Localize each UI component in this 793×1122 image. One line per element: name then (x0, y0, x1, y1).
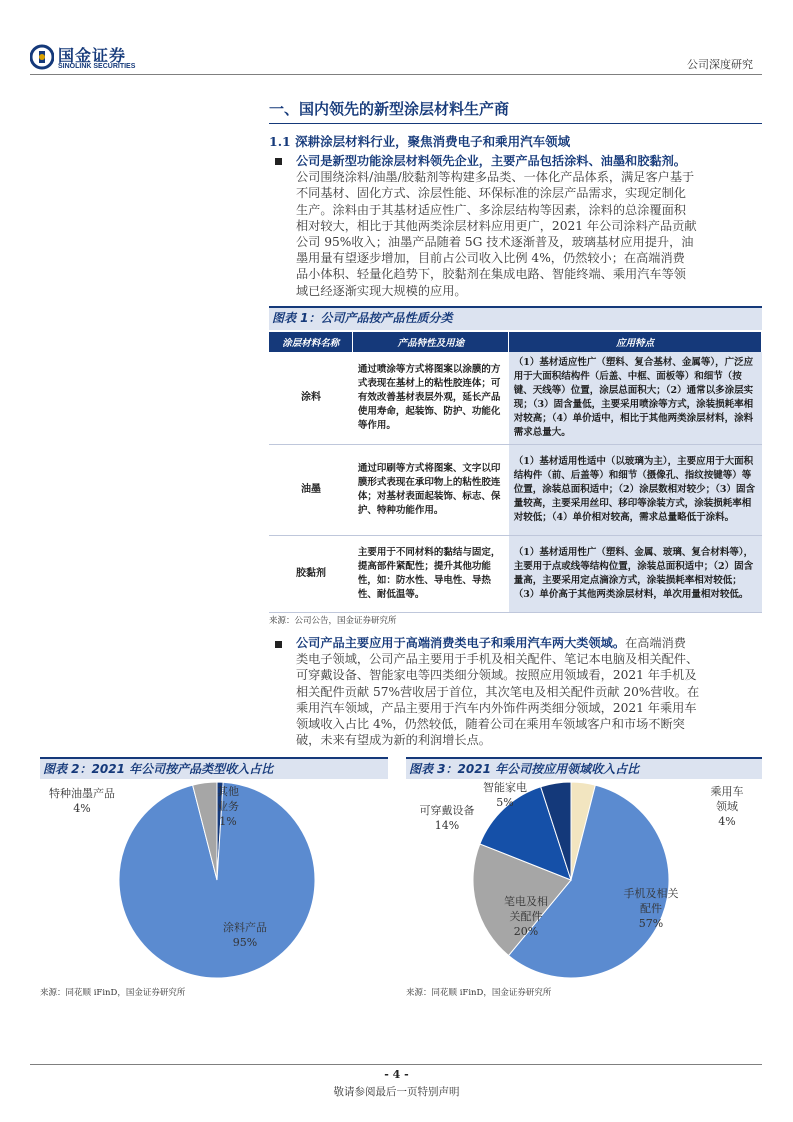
text-line: 乘用汽车领域，产品主要用于汽车内外饰件两类细分领域，2021 年乘用车 (296, 700, 697, 715)
table-header-cell: 产品特性及用途 (353, 332, 509, 352)
table-header-cell: 涂层材料名称 (269, 332, 353, 352)
pie-label-value: 95% (232, 936, 258, 949)
pie-label (497, 894, 555, 939)
text-line: 域已经逐渐实现大规模的应用。 (296, 283, 467, 298)
pie-label-text: 涂料产品 (223, 921, 267, 934)
product-table (269, 332, 762, 613)
text-line: 相对较大，相比于其他两类涂层材料应用更广，2021 年公司涂料产品贡献 (296, 218, 697, 233)
chart-3-source: 来源：同花顺 iFinD，国金证券研究所 (406, 988, 552, 998)
pie-label-text: 乘用车领域 (710, 785, 744, 813)
text-line: 破，未来有望成为新的利润增长点。 (296, 733, 491, 748)
pie-label-value: 20% (513, 925, 539, 938)
table-cell-name: 胶黏剂 (269, 536, 353, 613)
paragraph-2-lead: 公司产品主要应用于高端消费类电子和乘用汽车两大类领域。 (296, 636, 626, 650)
bullet-icon (275, 158, 282, 165)
text-line: 领域收入占比 4%，仍然较低，随着公司在乘用车领域客户和市场不断突 (296, 717, 685, 732)
text-line: 相关配件贡献 57%营收居于首位，其次笔电及相关配件贡献 20%营收。在 (296, 684, 700, 699)
table-title: 图表 1：公司产品按产品性质分类 (269, 306, 762, 330)
text-line: 墨用量有望逐步增加，目前占公司收入比例 4%，仍然较小；在高端消费 (296, 251, 685, 266)
table-cell-use: 通过印刷等方式将图案、文字以印膜形式表现在承印物上的粘性胶连体；对基材表面起装饰、标志、保护、特种功能作用。 (353, 445, 509, 536)
pie-label-text: 可穿戴设备 (419, 804, 475, 817)
table-cell-feature: （1）基材适用性广（塑料、金属、玻璃、复合材料等），主要用于点或线等结构位置，涂装总面积适中；（2）固含量高，主要采用定点滴涂方式，涂装损耗率相对较低；（3）单价高于其他两类涂层材料，单次用量相对较低。 (509, 536, 762, 613)
table-cell-use: 主要用于不同材料的黏结与固定，提高部件紧配性；提升其他功能性，如：防水性、导电性、导热性、耐低温等。 (353, 536, 509, 613)
pie-label (616, 886, 686, 931)
table-cell-feature: （1）基材适应性广（塑料、复合基材、金属等），广泛应用于大面积结构件（后盖、中框、面板等）和细节（按键、天线等）位置，涂层总面积大；（2）通常以多涂层实现；（3）固含量低，主要采用喷涂等方式，涂装损耗率相对较高；（4）单价适中，相比于其他两类涂层材料，涂料需求总量大。 (509, 352, 762, 445)
pie-label-text: 笔电及相关配件 (504, 895, 548, 923)
pie-label-value: 57% (638, 917, 664, 930)
logo-emblem-icon (30, 44, 54, 70)
pie-label-value: 4% (718, 815, 736, 828)
chart-2-title: 图表 2：2021 年公司按产品类型收入占比 (40, 757, 388, 779)
text-line: 生产。涂料由于其基材适应性广、多涂层结构等因素，涂料的总涂覆面积 (296, 202, 686, 217)
pie-label-text: 智能家电 (483, 781, 527, 794)
subsection-heading: 1.1 深耕涂层材料行业，聚焦消费电子和乘用汽车领域 (269, 134, 571, 149)
text-line: 类电子领域，公司产品主要用于手机及相关配件、笔记本电脑及相关配件、 (296, 652, 699, 667)
pie-label-value: 4% (73, 802, 91, 815)
pie-label-text: 其他业务 (217, 785, 239, 813)
table-row (269, 445, 762, 536)
text-line: 不同基材、固化方式、涂层性能、环保标准的涂层产品需求，实现定制化 (296, 186, 686, 201)
logo-text-cn: 国金证券 (58, 46, 127, 65)
pie-label-text: 特种油墨产品 (49, 787, 115, 800)
heading-rule (269, 123, 762, 124)
paragraph-2-lead-tail: 在高端消费 (625, 636, 686, 650)
table-row (269, 536, 762, 613)
text-line: 公司围绕涂料/油墨/胶黏剂等构建多品类、一体化产品体系，满足客户基于 (296, 170, 695, 185)
chart-3-title: 图表 3：2021 年公司按应用领域收入占比 (406, 757, 762, 779)
logo (30, 43, 145, 75)
footer-divider (30, 1064, 762, 1065)
table-row (269, 352, 762, 445)
text-line: 品小体积、轻量化趋势下，胶黏剂在集成电路、智能终端、乘用汽车等领 (296, 267, 686, 282)
logo-text-en: SINOLINK SECURITIES (58, 63, 136, 70)
page-number: - 4 - (384, 1068, 409, 1081)
bullet-icon (275, 641, 282, 648)
pie-label (412, 803, 482, 833)
pie-label (42, 786, 122, 816)
table-cell-name: 油墨 (269, 445, 353, 536)
text-line: 公司 95%收入；油墨产品随着 5G 技术逐渐普及，玻璃基材应用提升，油 (296, 235, 694, 250)
table-cell-feature: （1）基材适用性适中（以玻璃为主），主要应用于大面积结构件（前、后盖等）和细节（摄像孔、指纹按键等）等位置，涂装总面积适中；（2）涂层数相对较少；（3）固含量较高，主要采用丝印、移印等涂装方式，涂装损耗率相对较低；（4）单价相对较高，需求总量略低于涂料。 (509, 445, 762, 536)
pie-label-value: 1% (219, 815, 237, 828)
pie-label (205, 920, 285, 950)
doc-type: 公司深度研究 (687, 58, 753, 71)
paragraph-1-lead: 公司是新型功能涂层材料领先企业，主要产品包括涂料、油墨和胶黏剂。 (296, 154, 686, 168)
section-heading: 一、国内领先的新型涂层材料生产商 (269, 100, 510, 118)
pie-label (213, 784, 243, 829)
chart-2-source: 来源：同花顺 iFinD，国金证券研究所 (40, 988, 186, 998)
text-line: 可穿戴设备、智能家电等四类细分领域。按照应用领域看，2021 年手机及 (296, 668, 697, 683)
pie-label-text: 手机及相关配件 (623, 887, 679, 915)
pie-label-value: 14% (434, 819, 460, 832)
table-cell-use: 通过喷涂等方式将图案以涂膜的方式表现在基材上的粘性胶连体；可有效改善基材表层外观，延长产品使用寿命，起装饰、防护、功能化等作用。 (353, 352, 509, 445)
paragraph-1 (296, 153, 758, 299)
header-divider (30, 74, 762, 75)
disclaimer: 敬请参阅最后一页特别声明 (333, 1086, 460, 1098)
table-header-cell: 应用特点 (509, 332, 762, 352)
table-header-row (269, 332, 762, 352)
table-cell-name: 涂料 (269, 352, 353, 445)
pie-label-value: 5% (496, 796, 514, 809)
pie-label (692, 784, 762, 829)
table-source: 来源：公司公告，国金证券研究所 (269, 616, 397, 626)
paragraph-2 (296, 635, 758, 748)
